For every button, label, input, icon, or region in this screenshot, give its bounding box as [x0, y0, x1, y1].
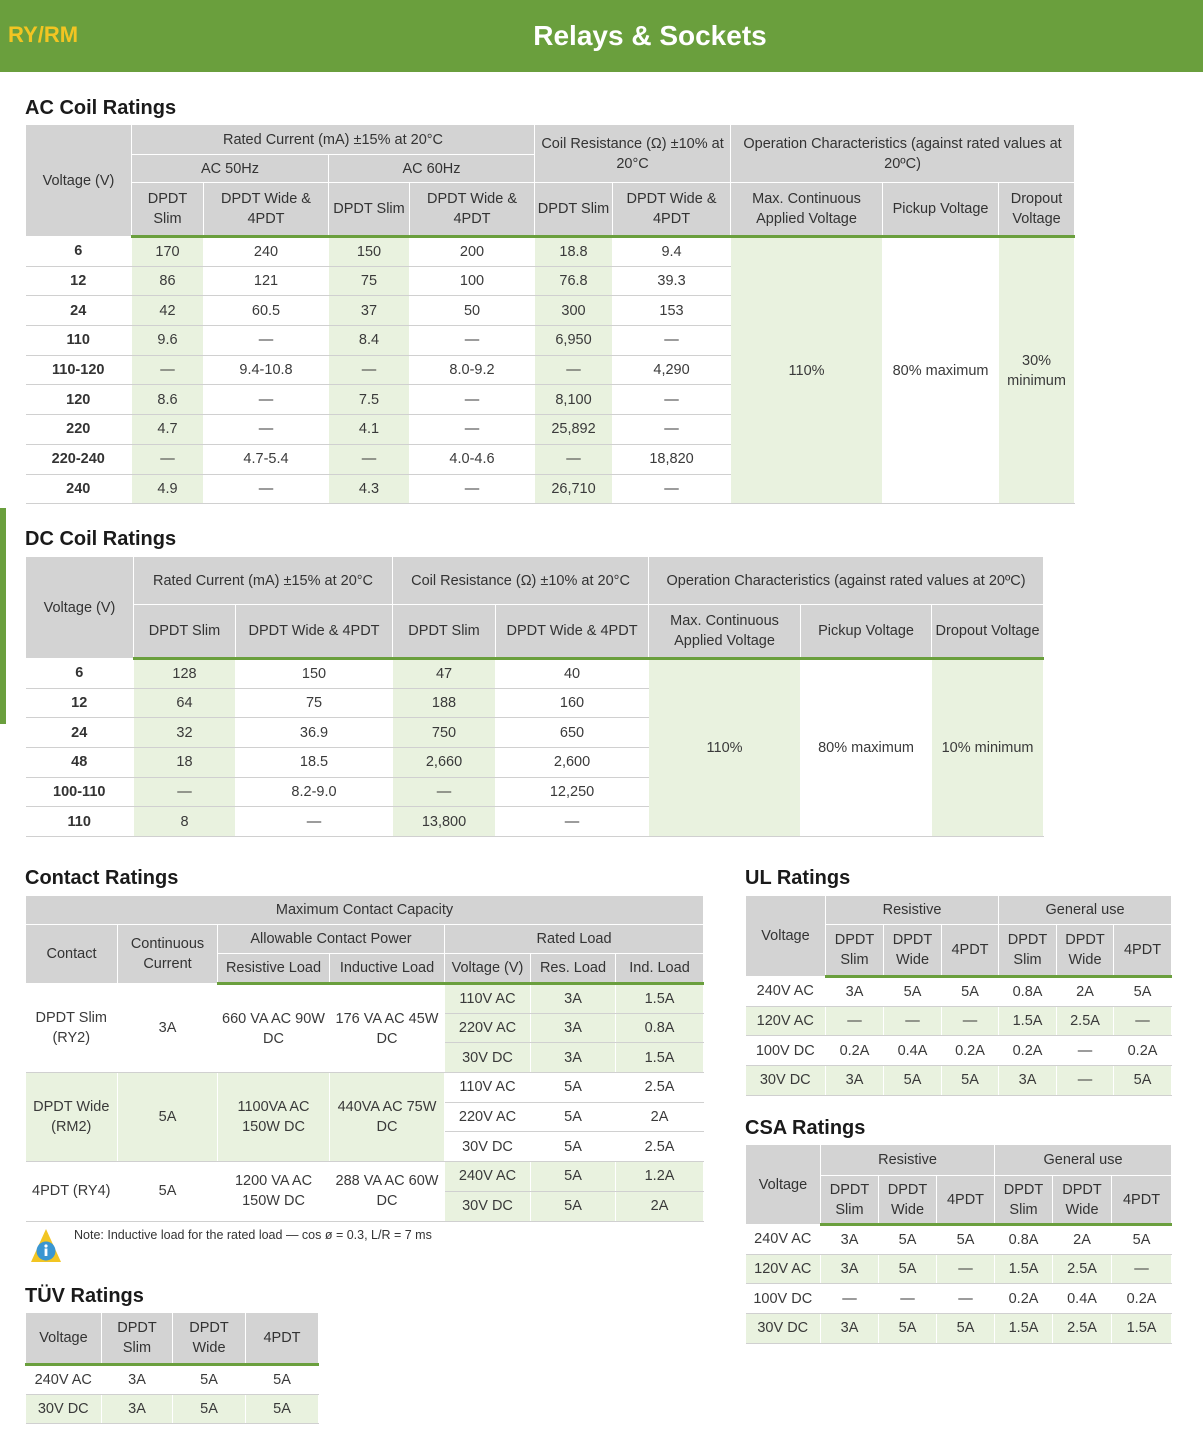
table-cell: 110 — [26, 807, 134, 837]
table-cell: 2,660 — [393, 748, 496, 778]
table-cell: — — [937, 1254, 995, 1284]
dc-rated-current-header: Rated Current (mA) ±15% at 20°C — [134, 557, 393, 605]
table-cell: 0.2A — [826, 1036, 884, 1066]
table-cell: 5A — [937, 1314, 995, 1344]
table-cell: — — [393, 777, 496, 807]
table-cell: 650 — [496, 718, 649, 748]
dc-coil-resistance-header: Coil Resistance (Ω) ±10% at 20°C — [393, 557, 649, 605]
table-cell: 160 — [496, 688, 649, 718]
table-cell: 2.5A — [616, 1073, 704, 1103]
table-cell: — — [134, 777, 236, 807]
table-cell: 240 — [204, 237, 329, 267]
resistive-header: Resistive — [821, 1145, 995, 1176]
table-cell: 8.2-9.0 — [236, 777, 393, 807]
continuous-current-cell: 5A — [118, 1162, 218, 1221]
inductive-load-cell: 288 VA AC 60W DC — [330, 1162, 445, 1221]
dc-coil-table — [25, 556, 1044, 837]
table-cell: 76.8 — [535, 266, 613, 296]
resistive-load-cell: 1100VA AC 150W DC — [218, 1073, 330, 1162]
table-cell: 5A — [531, 1191, 616, 1221]
table-cell: 0.4A — [1053, 1284, 1112, 1314]
table-cell: 42 — [132, 296, 204, 326]
table-cell: — — [236, 807, 393, 837]
table-cell: 1.5A — [999, 1006, 1057, 1036]
table-cell: 2A — [1053, 1225, 1112, 1255]
op-pickup-cell: 80% maximum — [883, 237, 999, 504]
col-header: DPDT Slim — [393, 605, 496, 659]
table-cell: 110V AC — [445, 1073, 531, 1103]
table-cell: 8.0-9.2 — [410, 355, 535, 385]
table-cell: 150 — [236, 659, 393, 689]
table-cell: — — [1057, 1066, 1114, 1096]
table-cell: 170 — [132, 237, 204, 267]
table-cell: — — [132, 355, 204, 385]
col-header: DPDT Wide & 4PDT — [496, 605, 649, 659]
table-cell: 3A — [531, 984, 616, 1014]
table-cell: — — [535, 355, 613, 385]
table-cell: 2.5A — [1053, 1314, 1112, 1344]
table-cell: 110 — [26, 326, 132, 356]
table-cell: 0.8A — [995, 1225, 1053, 1255]
table-row — [746, 1225, 1172, 1255]
table-cell: — — [613, 385, 731, 415]
table-cell: 3A — [531, 1013, 616, 1043]
col-header: DPDT Slim — [132, 183, 204, 237]
table-cell: 64 — [134, 688, 236, 718]
table-cell: 5A — [173, 1394, 246, 1424]
table-cell: — — [204, 385, 329, 415]
table-cell: 3A — [999, 1066, 1057, 1096]
continuous-current-cell: 5A — [118, 1073, 218, 1162]
table-cell: 2A — [616, 1102, 704, 1132]
csa-ratings-body — [746, 1225, 1172, 1344]
col-header: DPDT Slim — [995, 1176, 1053, 1225]
table-cell: 0.2A — [942, 1036, 999, 1066]
allowable-power-header: Allowable Contact Power — [218, 925, 445, 954]
table-cell: — — [942, 1006, 999, 1036]
table-cell: 47 — [393, 659, 496, 689]
table-cell: 5A — [531, 1162, 616, 1192]
dc-voltage-header: Voltage (V) — [26, 557, 134, 659]
table-cell: 18.8 — [535, 237, 613, 267]
csa-ratings-table — [745, 1144, 1172, 1344]
table-cell: 18.5 — [236, 748, 393, 778]
resistive-load-cell: 1200 VA AC 150W DC — [218, 1162, 330, 1221]
col-header: 4PDT — [937, 1176, 995, 1225]
inductive-note — [30, 1224, 630, 1268]
table-cell: 8 — [134, 807, 236, 837]
ac-voltage-header: Voltage (V) — [26, 125, 132, 237]
table-cell: 5A — [531, 1102, 616, 1132]
col-header: DPDT Wide — [879, 1176, 937, 1225]
ac-coil-title: AC Coil Ratings — [25, 97, 177, 119]
table-cell: 1.5A — [995, 1314, 1053, 1344]
table-cell: — — [410, 474, 535, 504]
col-header: Pickup Voltage — [801, 605, 932, 659]
table-cell: 188 — [393, 688, 496, 718]
table-cell: 50 — [410, 296, 535, 326]
table-cell: — — [329, 444, 410, 474]
table-cell: 110V AC — [445, 984, 531, 1014]
table-cell: 8.4 — [329, 326, 410, 356]
table-cell: 0.2A — [1114, 1036, 1172, 1066]
table-cell: 60.5 — [204, 296, 329, 326]
table-cell: 30V DC — [445, 1043, 531, 1073]
continuous-current-header: Continuous Current — [118, 925, 218, 984]
table-cell: 240V AC — [746, 977, 826, 1007]
table-cell: 3A — [821, 1314, 879, 1344]
table-cell: 6 — [26, 659, 134, 689]
note-text: Note: Inductive load for the rated load — cos ø = 0.3, L/R = 7 ms — [74, 1228, 432, 1242]
ac-coil-resistance-header: Coil Resistance (Ω) ±10% at 20°C — [535, 125, 731, 183]
table-cell: 1.2A — [616, 1162, 704, 1192]
table-cell: 26,710 — [535, 474, 613, 504]
table-cell: 0.8A — [616, 1013, 704, 1043]
ul-ratings-body — [746, 977, 1172, 1096]
continuous-current-cell: 3A — [118, 984, 218, 1073]
col-header: Dropout Voltage — [999, 183, 1075, 237]
col-header: DPDT Wide — [173, 1313, 246, 1365]
table-cell: 0.2A — [995, 1284, 1053, 1314]
table-cell: 3A — [821, 1225, 879, 1255]
col-header: 4PDT — [1114, 925, 1172, 977]
table-cell: 750 — [393, 718, 496, 748]
table-cell: 5A — [1112, 1225, 1172, 1255]
resistive-header: Resistive — [826, 896, 999, 925]
table-cell: 30V DC — [26, 1394, 102, 1424]
col-header: DPDT Wide & 4PDT — [236, 605, 393, 659]
table-cell: — — [132, 444, 204, 474]
table-row — [26, 1365, 319, 1395]
table-cell: 150 — [329, 237, 410, 267]
table-cell: 220-240 — [26, 444, 132, 474]
table-cell: 100V DC — [746, 1284, 821, 1314]
table-cell: — — [613, 474, 731, 504]
col-header: Inductive Load — [330, 954, 445, 984]
table-cell: 24 — [26, 296, 132, 326]
table-cell: 75 — [236, 688, 393, 718]
table-cell: 3A — [821, 1254, 879, 1284]
table-cell: 2A — [616, 1191, 704, 1221]
table-cell: 4.3 — [329, 474, 410, 504]
table-cell: — — [496, 807, 649, 837]
table-cell: 220V AC — [445, 1102, 531, 1132]
table-row — [26, 1162, 704, 1192]
table-cell: 2.5A — [616, 1132, 704, 1162]
col-header: DPDT Slim — [329, 183, 410, 237]
table-cell: 220 — [26, 415, 132, 445]
col-header: DPDT Slim — [102, 1313, 173, 1365]
col-header: Voltage (V) — [445, 954, 531, 984]
tuv-ratings-body — [26, 1365, 319, 1424]
table-row — [746, 1066, 1172, 1096]
inductive-load-cell: 440VA AC 75W DC — [330, 1073, 445, 1162]
table-cell: — — [1114, 1006, 1172, 1036]
col-header: Voltage — [26, 1313, 102, 1365]
table-cell: — — [884, 1006, 942, 1036]
table-cell: 48 — [26, 748, 134, 778]
table-cell: 3A — [826, 1066, 884, 1096]
side-accent-bar — [0, 508, 6, 724]
col-header: Dropout Voltage — [932, 605, 1044, 659]
col-header: Max. Continuous Applied Voltage — [649, 605, 801, 659]
contact-type-cell: 4PDT (RY4) — [26, 1162, 118, 1221]
ac-coil-table — [25, 124, 1075, 504]
table-cell: 30V DC — [746, 1314, 821, 1344]
ul-ratings-title: UL Ratings — [745, 867, 851, 889]
table-cell: 4.0-4.6 — [410, 444, 535, 474]
op-pickup-cell: 80% maximum — [801, 659, 932, 837]
table-cell: 30V DC — [746, 1066, 826, 1096]
table-cell: 9.6 — [132, 326, 204, 356]
table-cell: 2.5A — [1053, 1254, 1112, 1284]
table-cell: 0.4A — [884, 1036, 942, 1066]
col-header: Ind. Load — [616, 954, 704, 984]
table-cell: 300 — [535, 296, 613, 326]
table-cell: 100-110 — [26, 777, 134, 807]
col-header: DPDT Wide & 4PDT — [613, 183, 731, 237]
table-cell: 2A — [1057, 977, 1114, 1007]
table-cell: 5A — [531, 1132, 616, 1162]
table-cell: 128 — [134, 659, 236, 689]
table-cell: 5A — [173, 1365, 246, 1395]
table-cell: 86 — [132, 266, 204, 296]
table-cell: 6,950 — [535, 326, 613, 356]
table-cell: 3A — [531, 1043, 616, 1073]
table-cell: 12,250 — [496, 777, 649, 807]
table-cell: 110-120 — [26, 355, 132, 385]
col-header: DPDT Wide & 4PDT — [410, 183, 535, 237]
table-cell: 200 — [410, 237, 535, 267]
dc-coil-body — [26, 659, 1044, 837]
resistive-load-cell: 660 VA AC 90W DC — [218, 984, 330, 1073]
table-cell: — — [826, 1006, 884, 1036]
tuv-ratings-title: TÜV Ratings — [25, 1285, 144, 1307]
table-cell: 5A — [246, 1365, 319, 1395]
table-cell: — — [1057, 1036, 1114, 1066]
page-header — [0, 0, 1203, 72]
table-cell: 6 — [26, 237, 132, 267]
table-cell: 5A — [879, 1254, 937, 1284]
col-header: 4PDT — [1112, 1176, 1172, 1225]
general-use-header: General use — [999, 896, 1172, 925]
table-cell: — — [821, 1284, 879, 1314]
max-capacity-header: Maximum Contact Capacity — [26, 896, 704, 925]
table-cell: — — [329, 355, 410, 385]
table-cell: 24 — [26, 718, 134, 748]
table-cell: 9.4 — [613, 237, 731, 267]
col-header: 4PDT — [246, 1313, 319, 1365]
table-row — [746, 1254, 1172, 1284]
op-dropout-cell: 30% minimum — [999, 237, 1075, 504]
table-cell: — — [879, 1284, 937, 1314]
table-row — [746, 977, 1172, 1007]
table-cell: 18 — [134, 748, 236, 778]
table-cell: 75 — [329, 266, 410, 296]
table-cell: 3A — [102, 1394, 173, 1424]
table-row — [746, 1036, 1172, 1066]
table-cell: 1.5A — [616, 1043, 704, 1073]
table-cell: 5A — [884, 1066, 942, 1096]
table-cell: 4.1 — [329, 415, 410, 445]
table-cell: 3A — [826, 977, 884, 1007]
table-cell: 0.2A — [1112, 1284, 1172, 1314]
table-cell: 4,290 — [613, 355, 731, 385]
table-cell: 9.4-10.8 — [204, 355, 329, 385]
table-cell: 240V AC — [26, 1365, 102, 1395]
table-cell: 4.7 — [132, 415, 204, 445]
csa-ratings-title: CSA Ratings — [745, 1117, 866, 1139]
col-header: DPDT Wide — [884, 925, 942, 977]
col-header: DPDT Wide & 4PDT — [204, 183, 329, 237]
col-header: DPDT Slim — [821, 1176, 879, 1225]
table-cell: 25,892 — [535, 415, 613, 445]
ac-operation-header: Operation Characteristics (against rated values at 20ºC) — [731, 125, 1075, 183]
col-header: DPDT Wide — [1057, 925, 1114, 977]
table-cell: 13,800 — [393, 807, 496, 837]
table-cell: 7.5 — [329, 385, 410, 415]
col-header: Voltage — [746, 896, 826, 977]
table-cell: 5A — [879, 1314, 937, 1344]
table-cell: — — [204, 326, 329, 356]
ac-60hz-header: AC 60Hz — [329, 155, 535, 183]
contact-type-cell: DPDT Wide (RM2) — [26, 1073, 118, 1162]
table-cell: 8.6 — [132, 385, 204, 415]
table-cell: 18,820 — [613, 444, 731, 474]
info-icon — [30, 1228, 62, 1264]
table-cell: 5A — [531, 1073, 616, 1103]
contact-ratings-title: Contact Ratings — [25, 867, 179, 889]
table-row — [26, 1073, 704, 1103]
col-header: Resistive Load — [218, 954, 330, 984]
table-cell: 1.5A — [1112, 1314, 1172, 1344]
table-cell: — — [410, 415, 535, 445]
inductive-load-cell: 176 VA AC 45W DC — [330, 984, 445, 1073]
table-cell: 4.9 — [132, 474, 204, 504]
table-cell: 5A — [1114, 1066, 1172, 1096]
dc-operation-header: Operation Characteristics (against rated values at 20ºC) — [649, 557, 1044, 605]
table-cell: 5A — [246, 1394, 319, 1424]
page-title: Relays & Sockets — [533, 20, 767, 51]
table-cell: 100 — [410, 266, 535, 296]
table-cell: 3A — [102, 1365, 173, 1395]
contact-type-cell: DPDT Slim (RY2) — [26, 984, 118, 1073]
table-row — [26, 237, 1075, 267]
table-cell: 12 — [26, 688, 134, 718]
col-header: DPDT Slim — [826, 925, 884, 977]
table-cell: 32 — [134, 718, 236, 748]
table-row — [746, 1006, 1172, 1036]
table-cell: 5A — [942, 1066, 999, 1096]
table-row — [746, 1314, 1172, 1344]
series-label: RY/RM — [8, 22, 79, 47]
table-cell: — — [613, 415, 731, 445]
table-cell: 0.8A — [999, 977, 1057, 1007]
table-cell: — — [613, 326, 731, 356]
table-cell: 240 — [26, 474, 132, 504]
table-cell: 37 — [329, 296, 410, 326]
ul-ratings-table — [745, 895, 1172, 1096]
op-max-cell: 110% — [731, 237, 883, 504]
table-cell: — — [204, 474, 329, 504]
table-cell: 0.2A — [999, 1036, 1057, 1066]
col-header: Pickup Voltage — [883, 183, 999, 237]
table-row — [26, 659, 1044, 689]
table-cell: 8,100 — [535, 385, 613, 415]
table-cell: 120V AC — [746, 1254, 821, 1284]
col-header: Max. Continuous Applied Voltage — [731, 183, 883, 237]
contact-header: Contact — [26, 925, 118, 984]
table-row — [26, 1394, 319, 1424]
col-header: Res. Load — [531, 954, 616, 984]
table-cell: 120V AC — [746, 1006, 826, 1036]
col-header: Voltage — [746, 1145, 821, 1225]
ac-50hz-header: AC 50Hz — [132, 155, 329, 183]
table-cell: 240V AC — [746, 1225, 821, 1255]
tuv-ratings-table — [25, 1312, 319, 1424]
table-cell: 30V DC — [445, 1191, 531, 1221]
table-cell: 240V AC — [445, 1162, 531, 1192]
col-header: DPDT Slim — [999, 925, 1057, 977]
dc-coil-title: DC Coil Ratings — [25, 528, 177, 550]
table-cell: 2.5A — [1057, 1006, 1114, 1036]
col-header: 4PDT — [942, 925, 999, 977]
table-row — [26, 984, 704, 1014]
contact-ratings-body — [26, 984, 704, 1222]
table-cell: 5A — [879, 1225, 937, 1255]
table-cell: 120 — [26, 385, 132, 415]
table-cell: 1.5A — [995, 1254, 1053, 1284]
col-header: DPDT Slim — [134, 605, 236, 659]
ac-rated-current-header: Rated Current (mA) ±15% at 20°C — [132, 125, 535, 155]
table-cell: 2,600 — [496, 748, 649, 778]
table-cell: — — [410, 385, 535, 415]
table-cell: — — [204, 415, 329, 445]
table-cell: 5A — [884, 977, 942, 1007]
col-header: DPDT Slim — [535, 183, 613, 237]
col-header: DPDT Wide — [1053, 1176, 1112, 1225]
op-dropout-cell: 10% minimum — [932, 659, 1044, 837]
table-cell: 30V DC — [445, 1132, 531, 1162]
table-cell: 39.3 — [613, 266, 731, 296]
table-cell: 12 — [26, 266, 132, 296]
ac-coil-body — [26, 237, 1075, 504]
table-cell: — — [937, 1284, 995, 1314]
general-use-header: General use — [995, 1145, 1172, 1176]
table-cell: 36.9 — [236, 718, 393, 748]
table-cell: 5A — [1114, 977, 1172, 1007]
table-cell: 40 — [496, 659, 649, 689]
table-cell: — — [535, 444, 613, 474]
table-cell: 100V DC — [746, 1036, 826, 1066]
table-cell: — — [1112, 1254, 1172, 1284]
table-cell: — — [410, 326, 535, 356]
table-cell: 5A — [937, 1225, 995, 1255]
table-cell: 5A — [942, 977, 999, 1007]
contact-ratings-table — [25, 895, 704, 1222]
table-cell: 1.5A — [616, 984, 704, 1014]
table-cell: 121 — [204, 266, 329, 296]
rated-load-header: Rated Load — [445, 925, 704, 954]
table-row — [746, 1284, 1172, 1314]
op-max-cell: 110% — [649, 659, 801, 837]
table-cell: 153 — [613, 296, 731, 326]
table-cell: 220V AC — [445, 1013, 531, 1043]
table-cell: 4.7-5.4 — [204, 444, 329, 474]
